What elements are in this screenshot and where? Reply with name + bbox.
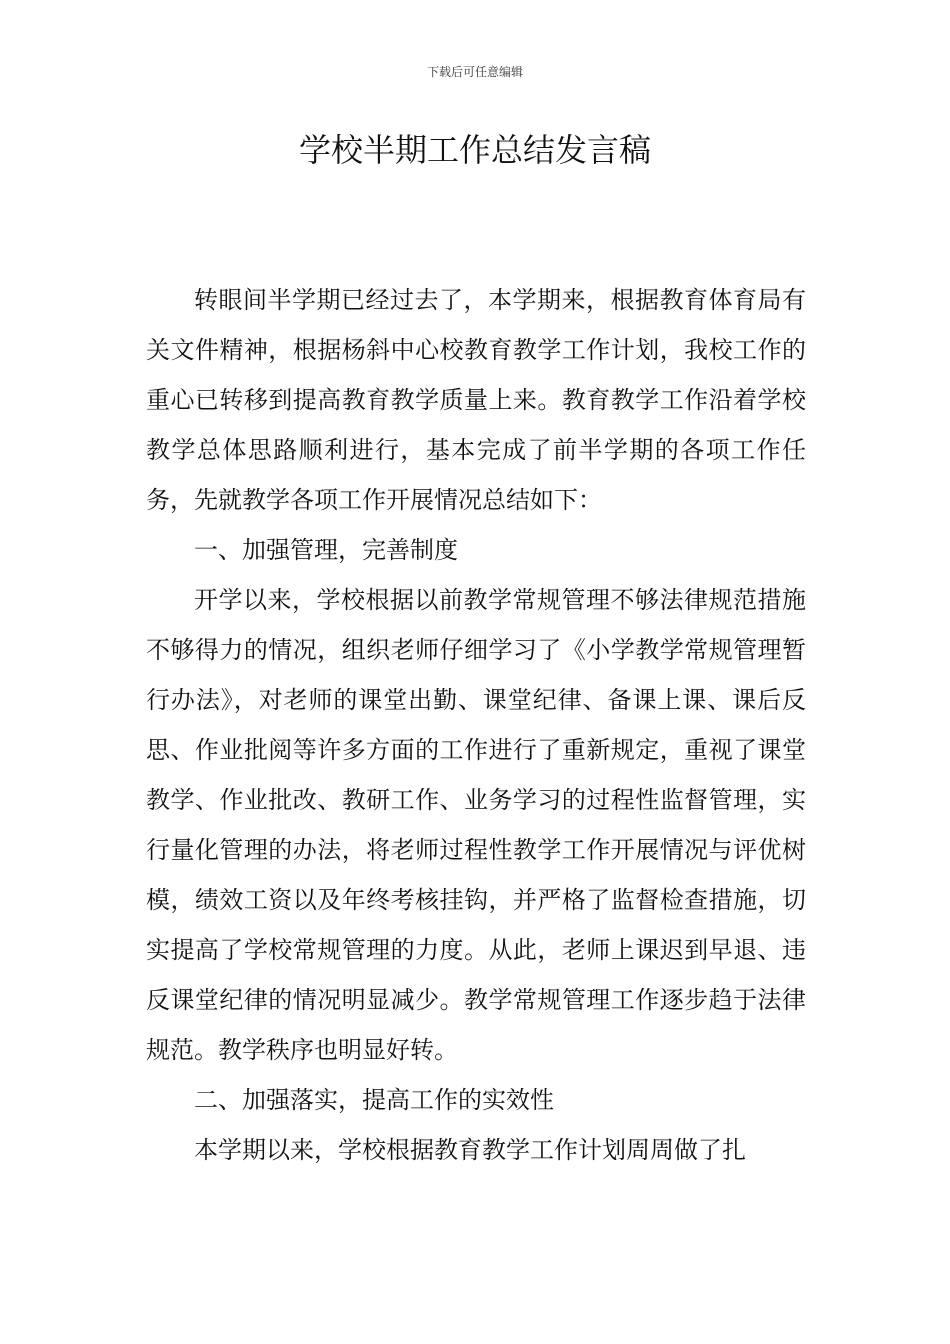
page-header-note: 下载后可任意编辑 bbox=[426, 65, 523, 79]
paragraph-section-1: 开学以来，学校根据以前教学常规管理不够法律规范措施不够得力的情况，组织老师仔细学习了《小学教学常规管理暂行办法》，对老师的课堂出勤、课堂纪律、备课上课、课后反思、作业批阅等许多方面的工作进行了重新规定，重视了课堂教学、作业批改、教研工作、业务学习的过程性监督管理，实行量化管理的办法，将老师过程性教学工作开展情况与评优树模，绩效工资以及年终考核挂钩，并严格了监督检查措施，切实提高了学校常规管理的力度。从此，老师上课迟到早退、违反课堂纪律的情况明显减少。教学常规管理工作逐步趋于法律规范。教学秩序也明显好转。 bbox=[146, 586, 806, 1064]
section-heading-1: 一、加强管理，完善制度 bbox=[194, 536, 458, 564]
paragraph-intro: 转眼间半学期已经过去了，本学期来，根据教育体育局有关文件精神，根据杨斜中心校教育教学工作计划，我校工作的重心已转移到提高教育教学质量上来。教育教学工作沿着学校教学总体思路顺利进行，基本完成了前半学期的各项工作任务，先就教学各项工作开展情况总结如下： bbox=[146, 286, 806, 514]
document-title: 学校半期工作总结发言稿 bbox=[298, 131, 651, 169]
document-body bbox=[146, 275, 806, 1175]
section-heading-2: 二、加强落实，提高工作的实效性 bbox=[194, 1086, 554, 1114]
paragraph-section-2: 本学期以来，学校根据教育教学工作计划周周做了扎 bbox=[194, 1136, 746, 1164]
